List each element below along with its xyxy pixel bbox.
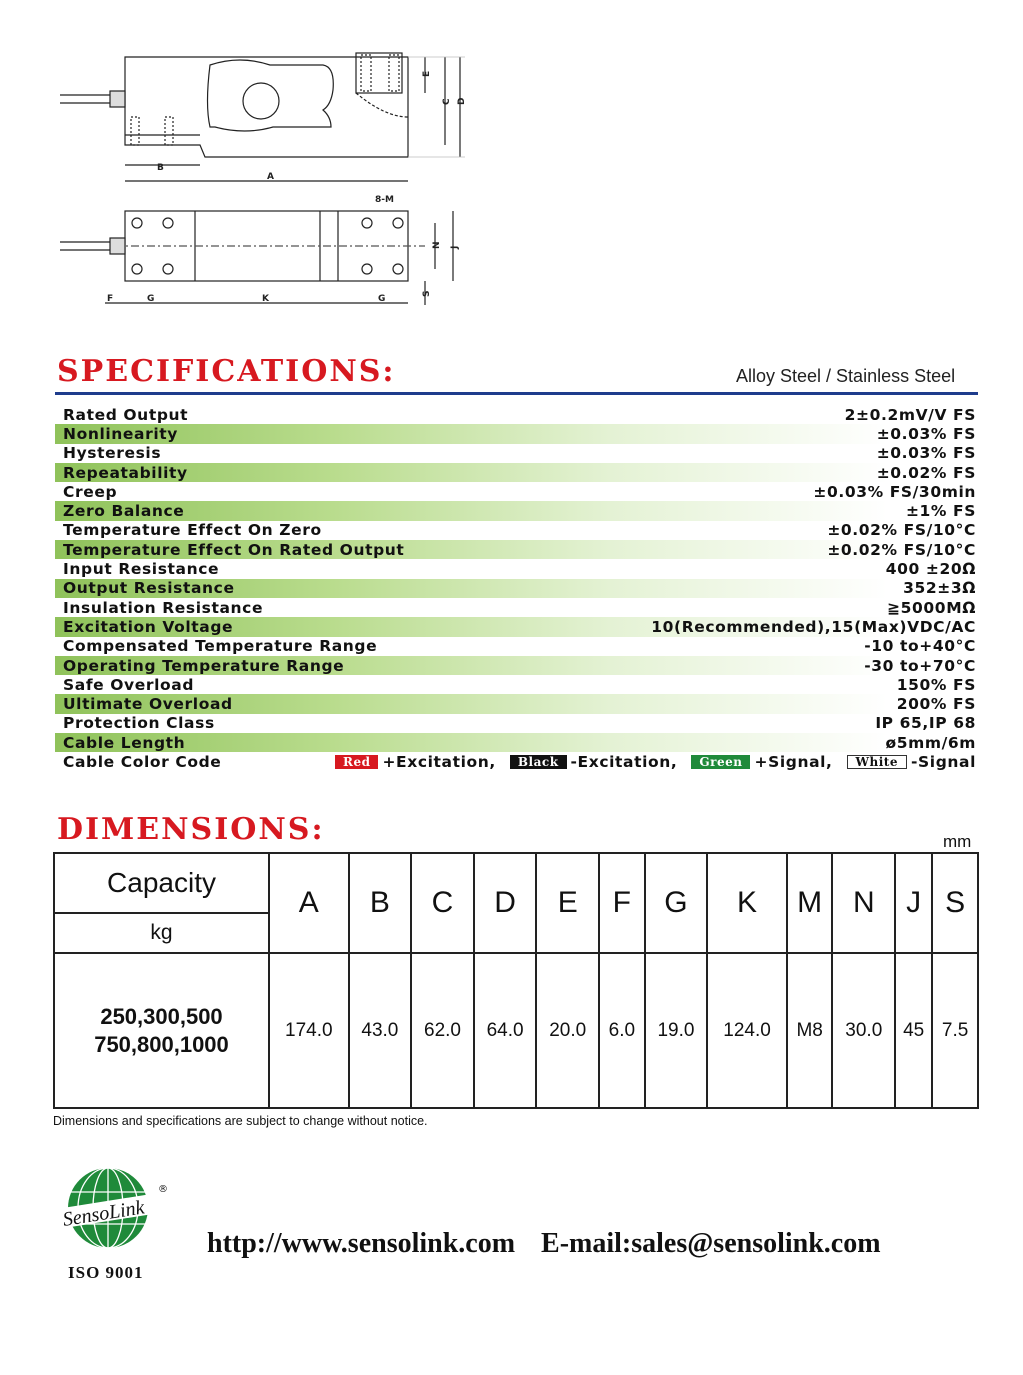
dimensions-header-row: [54, 853, 978, 953]
dimension-value: 62.0: [411, 953, 474, 1108]
white-wire-text: -Signal: [910, 752, 976, 771]
capacity-values-line-2: 750,800,1000: [94, 1031, 229, 1057]
spec-value: 200% FS: [896, 695, 976, 714]
spec-value: ±0.03% FS: [876, 444, 976, 463]
spec-row: [55, 444, 980, 463]
spec-row: [55, 598, 980, 617]
green-wire-text: +Signal,: [754, 752, 833, 771]
spec-value: ±0.02% FS: [876, 463, 976, 482]
cable-color-label: Cable Color Code: [63, 752, 222, 771]
load-cell-drawing: [55, 45, 475, 315]
white-wire-chip: White: [847, 755, 907, 769]
cable-color-row: [55, 752, 980, 771]
spec-label: Hysteresis: [63, 444, 162, 463]
column-header: E: [536, 853, 599, 953]
iso-label: ISO 9001: [68, 1263, 144, 1282]
spec-value: 150% FS: [896, 675, 976, 694]
capacity-values: [54, 953, 269, 1108]
spec-label: Cable Length: [63, 733, 186, 752]
dimension-value: 45: [895, 953, 932, 1108]
capacity-header: [54, 853, 269, 953]
dim-label-m: 8-M: [375, 195, 394, 205]
column-header: A: [269, 853, 349, 953]
spec-row: [55, 733, 980, 752]
contact-info: [207, 1228, 881, 1260]
specifications-title: SPECIFICATIONS:: [57, 354, 396, 389]
spec-value: 10(Recommended),15(Max)VDC/AC: [651, 617, 976, 636]
email-link[interactable]: E-mail:sales@sensolink.com: [541, 1228, 881, 1259]
unit-label: mm: [943, 832, 972, 851]
spec-value: IP 65,IP 68: [875, 714, 976, 733]
dimension-value: M8: [787, 953, 833, 1108]
spec-label: Temperature Effect On Rated Output: [63, 540, 405, 559]
spec-label: Safe Overload: [63, 675, 195, 694]
spec-label: Creep: [63, 482, 118, 501]
capacity-unit: kg: [150, 921, 173, 944]
spec-row: [55, 675, 980, 694]
spec-value: ±0.02% FS/10°C: [827, 540, 976, 559]
spec-value: ≧5000MΩ: [887, 598, 976, 617]
spec-row: [55, 405, 980, 424]
dimension-value: 64.0: [474, 953, 537, 1108]
dim-label-k: K: [262, 294, 269, 304]
spec-label: Ultimate Overload: [63, 695, 233, 714]
dim-label-g-left: G: [147, 294, 155, 304]
top-view: [60, 211, 453, 305]
side-view: [60, 53, 460, 181]
website-link[interactable]: http://www.sensolink.com: [207, 1228, 516, 1259]
dimensions-title: DIMENSIONS:: [57, 812, 325, 847]
sensolink-logo: [58, 1160, 178, 1285]
spec-row: [55, 714, 980, 733]
dim-label-n: N: [432, 241, 442, 249]
spec-label: Protection Class: [63, 714, 215, 733]
dimension-value: 19.0: [645, 953, 708, 1108]
brand-name: SensoLink: [61, 1196, 146, 1231]
column-header: K: [707, 853, 787, 953]
spec-label: Operating Temperature Range: [63, 656, 345, 675]
spec-label: Repeatability: [63, 463, 188, 482]
spec-row: [55, 579, 980, 598]
spec-table: [55, 405, 980, 772]
column-header: M: [787, 853, 833, 953]
black-wire-chip: Black: [510, 755, 567, 769]
spec-value: -10 to+40°C: [864, 637, 976, 656]
spec-label: Insulation Resistance: [63, 598, 264, 617]
spec-value: ±0.02% FS/10°C: [827, 521, 976, 540]
spec-label: Nonlinearity: [63, 424, 178, 443]
spec-row: [55, 521, 980, 540]
spec-value: 352±3Ω: [903, 579, 976, 598]
spec-row: [55, 637, 980, 656]
spec-row: [55, 482, 980, 501]
dimension-value: 7.5: [932, 953, 978, 1108]
spec-label: Temperature Effect On Zero: [63, 521, 322, 540]
column-header: S: [932, 853, 978, 953]
spec-label: Input Resistance: [63, 560, 220, 579]
registered-mark: ®: [158, 1184, 168, 1195]
dim-label-b: B: [157, 163, 164, 173]
dim-label-f: F: [107, 294, 114, 304]
dimension-value: 30.0: [832, 953, 895, 1108]
capacity-values-line-1: 250,300,500: [100, 1003, 223, 1029]
spec-value: ø5mm/6m: [885, 733, 976, 752]
capacity-label: Capacity: [55, 854, 268, 914]
cable-color-legend: [335, 753, 976, 771]
spec-row: [55, 540, 980, 559]
spec-value: ±0.03% FS/30min: [813, 482, 976, 501]
disclaimer-note: Dimensions and specifications are subject to change without notice.: [53, 1114, 428, 1128]
dimensions-value-row: [54, 953, 978, 1108]
dimension-value: 6.0: [599, 953, 645, 1108]
material-label: Alloy Steel / Stainless Steel: [736, 366, 956, 386]
red-wire-text: +Excitation,: [382, 752, 496, 771]
red-wire-chip: Red: [335, 755, 379, 769]
spec-label: Output Resistance: [63, 579, 235, 598]
spec-label: Rated Output: [63, 405, 189, 424]
spec-label: Compensated Temperature Range: [63, 637, 378, 656]
dim-label-a: A: [267, 172, 274, 182]
spec-row: [55, 559, 980, 578]
column-header: F: [599, 853, 645, 953]
dim-label-s: S: [422, 290, 432, 297]
dim-label-c: C: [442, 98, 452, 105]
dimensions-table: [53, 852, 979, 1109]
spec-value: 2±0.2mV/V FS: [844, 405, 976, 424]
spec-value: -30 to+70°C: [864, 656, 976, 675]
dim-label-g-right: G: [378, 294, 386, 304]
column-header: D: [474, 853, 537, 953]
black-wire-text: -Excitation,: [570, 752, 678, 771]
column-header: C: [411, 853, 474, 953]
section-divider: [55, 392, 978, 395]
spec-row: [55, 463, 980, 482]
spec-row: [55, 424, 980, 443]
column-header: N: [832, 853, 895, 953]
dimension-value: 20.0: [536, 953, 599, 1108]
dim-label-j: J: [450, 245, 460, 249]
dimension-value: 174.0: [269, 953, 349, 1108]
spec-label: Excitation Voltage: [63, 617, 234, 636]
dimension-value: 43.0: [349, 953, 412, 1108]
spec-label: Zero Balance: [63, 502, 185, 521]
green-wire-chip: Green: [691, 755, 750, 769]
spec-value: ±1% FS: [905, 502, 976, 521]
spec-row: [55, 501, 980, 520]
spec-row: [55, 656, 980, 675]
dim-label-e: E: [422, 70, 432, 77]
spec-row: [55, 694, 980, 713]
column-header: G: [645, 853, 708, 953]
dimension-value: 124.0: [707, 953, 787, 1108]
spec-value: 400 ±20Ω: [885, 560, 976, 579]
column-header: J: [895, 853, 932, 953]
spec-row: [55, 617, 980, 636]
dim-label-d: D: [457, 97, 467, 105]
spec-value: ±0.03% FS: [876, 424, 976, 443]
column-header: B: [349, 853, 412, 953]
